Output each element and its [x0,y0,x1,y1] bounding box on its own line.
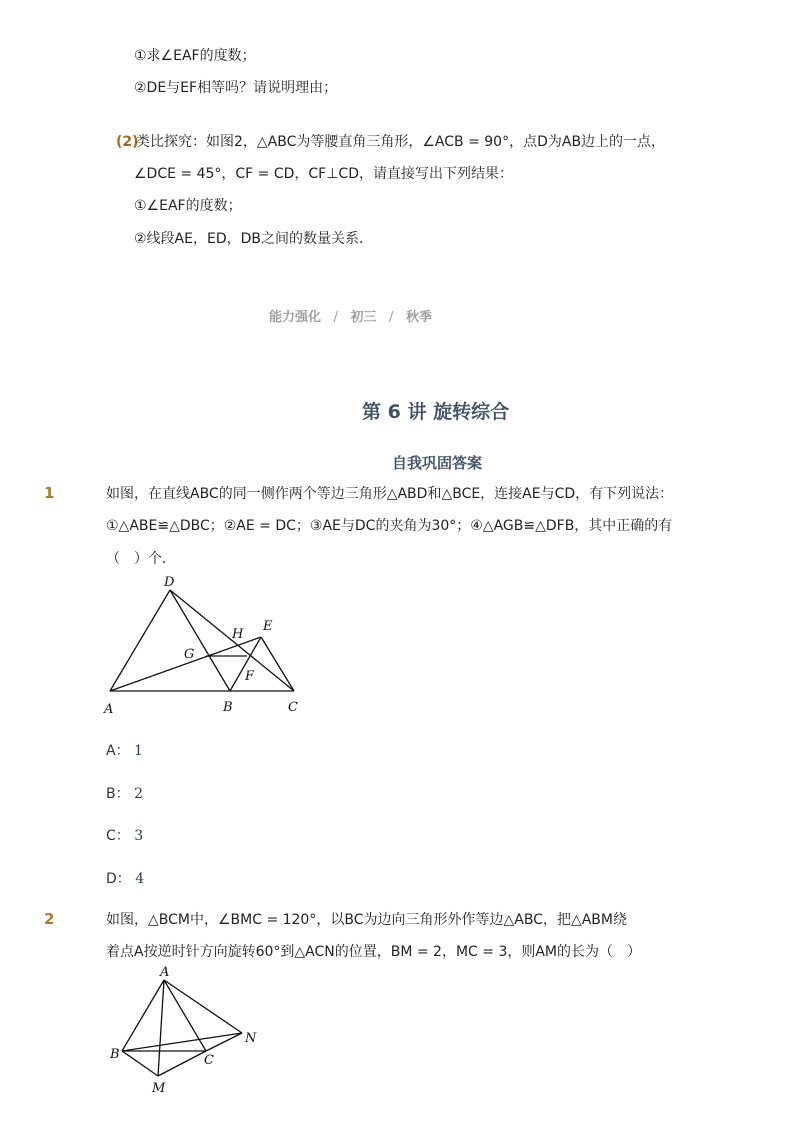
label-C: C [288,700,298,715]
option-value: 2 [134,786,143,802]
footer-separator: / [333,310,338,325]
option-value: 4 [135,871,145,887]
section-title: 自我巩固答案 [392,454,483,472]
edge-AD [110,590,170,691]
part2-number: (2) [116,134,139,150]
question-2-number: 2 [44,910,55,928]
label-E: E [263,619,273,634]
segment-AM [158,980,164,1076]
footer-item-1: 能力强化 [269,310,322,325]
label-M: M [152,1081,166,1096]
label-F: F [245,669,255,684]
edge-AC [164,980,206,1051]
part2-line-2: ∠DCE = 45°，CF = CD，CF⊥CD，请直接写出下列结果： [134,166,513,182]
option-b[interactable] [106,783,143,803]
option-label: A： [106,743,130,759]
part1-question-2: ②DE与EF相等吗？请说明理由； [134,80,338,96]
option-d[interactable] [106,868,144,888]
question-1-figure [100,570,310,720]
part1-question-1: ①求∠EAF的度数； [134,48,256,64]
footer-separator: / [389,310,394,325]
footer-breadcrumb [269,306,432,325]
label-N: N [245,1031,257,1046]
option-a[interactable] [106,740,143,760]
question-1-line-2: ①△ABE≌△DBC；②AE = DC；③AE与DC的夹角为30°；④△AGB≌△DFB，其中正确的有 [106,518,673,534]
label-A: A [160,965,170,980]
question-1-number: 1 [44,484,55,502]
segment-AN [164,980,242,1033]
edge-AB [122,980,164,1051]
label-G: G [184,647,195,662]
footer-item-3: 秋季 [405,310,432,325]
label-D: D [164,575,175,590]
option-value: 1 [134,743,143,759]
segment-MC [158,1051,206,1076]
option-label: D： [106,871,131,887]
question-1-line-1: 如图，在直线ABC的同一侧作两个等边三角形△ABD和△BCE，连接AE与CD，有下列说法： [106,486,674,502]
footer-item-2: 初三 [350,310,377,325]
edge-DB [170,590,230,691]
segment-BM [122,1051,158,1076]
part2-question-2: ②线段AE，ED，DB之间的数量关系． [134,231,373,247]
edge-EC [261,637,294,691]
option-label: B： [106,786,130,802]
question-1-line-3: （ ）个． [106,551,176,567]
option-label: C： [106,828,130,844]
label-B: B [223,700,233,715]
lecture-title: 第 6 讲 旋转综合 [362,401,510,423]
part2-question-1: ①∠EAF的度数； [134,198,242,214]
segment-AE [110,637,261,691]
question-2-figure [100,962,270,1102]
question-2-line-1: 如图，△BCM中，∠BMC = 120°，以BC为边向三角形外作等边△ABC，把△ABM绕 [106,912,627,928]
label-A: A [104,702,114,717]
question-2-line-2: 着点A按逆时针方向旋转60°到△ACN的位置，BM = 2，MC = 3，则AM的长为（ ） [106,944,642,960]
label-B: B [110,1047,120,1062]
label-C: C [204,1053,214,1068]
part2-line-1: 类比探究：如图2，△ABC为等腰直角三角形，∠ACB = 90°，点D为AB边上的一点， [136,134,666,150]
option-value: 3 [134,828,144,844]
option-c[interactable] [106,825,143,845]
label-H: H [232,627,244,642]
